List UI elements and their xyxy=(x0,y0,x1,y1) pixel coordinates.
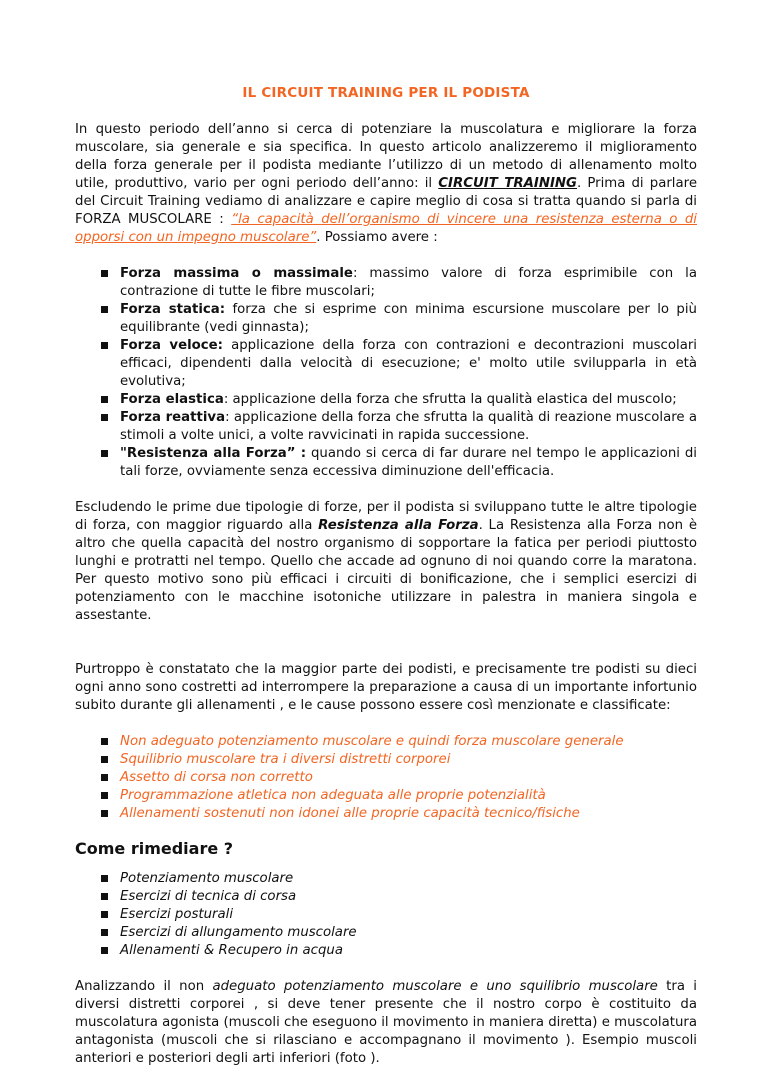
list-item: Forza elastica: applicazione della forza che sfrutta la qualità elastica del muscolo; xyxy=(75,391,697,409)
list-item: Esercizi posturali xyxy=(75,906,697,924)
list-item: Forza veloce: applicazione della forza con contrazioni e decontrazioni muscolari efficaci, dipendenti dalla velocità di esecuzione; e' molto utile svilupparla in età evolutiva; xyxy=(75,337,697,391)
list-item: Squilibrio muscolare tra i diversi distretti corporei xyxy=(75,751,697,769)
force-types-list xyxy=(75,265,697,481)
remedy-heading: Come rimediare ? xyxy=(75,839,234,858)
analysis-paragraph: Analizzando il non adeguato potenziamento muscolare e uno squilibrio muscolare tra i diversi distretti corporei , si deve tener presente che il nostro corpo è costituito da muscolatura agonista (muscoli che eseguono il movimento in maniera diretta) e muscolatura antagonista (muscoli che si rilasciano e accompagnano il movimento ). Esempio muscoli anteriori e posteriori degli arti inferiori (foto ). xyxy=(75,979,697,1066)
list-item: Forza reattiva: applicazione della forza che sfrutta la qualità di reazione muscolare a stimoli a volte unici, a volte ravvicinati in rapida successione. xyxy=(75,409,697,445)
document-body xyxy=(75,84,697,1068)
list-item: Esercizi di tecnica di corsa xyxy=(75,888,697,906)
remedies-list xyxy=(75,870,697,960)
resistance-term: Resistenza alla Forza xyxy=(318,518,479,533)
force-definition-quote: “la capacità dell’organismo di vincere una resistenza esterna o di opporsi con un impegno muscolare” xyxy=(75,212,697,245)
list-item: Forza massima o massimale: massimo valore di forza esprimibile con la contrazione di tutte le fibre muscolari; xyxy=(75,265,697,301)
list-item: Assetto di corsa non corretto xyxy=(75,769,697,787)
list-item: Programmazione atletica non adeguata alle proprie potenzialità xyxy=(75,787,697,805)
list-item: Forza statica: forza che si esprime con minima escursione muscolare per lo più equilibrante (vedi ginnasta); xyxy=(75,301,697,337)
intro-paragraph: In questo periodo dell’anno si cerca di potenziare la muscolatura e migliorare la forza muscolare, sia generale e sia specifica. In questo articolo analizzeremo il miglioramento della forza generale per il podista mediante l’utilizzo di un metodo di allenamento molto utile, produttivo, vario per ogni periodo dell’anno: il CIRCUIT TRAINING. Prima di parlare del Circuit Training vediamo di analizzare e capire meglio di cosa si tratta quando si parla di FORZA MUSCOLARE : “la capacità dell’organismo di vincere una resistenza esterna o di opporsi con un impegno muscolare”. Possiamo avere : xyxy=(75,122,698,245)
page-title: IL CIRCUIT TRAINING PER IL PODISTA xyxy=(242,85,530,101)
resistance-paragraph: Escludendo le prime due tipologie di forze, per il podista si sviluppano tutte le altre tipologie di forza, con maggior riguardo alla Resistenza alla Forza. La Resistenza alla Forza non è altro che quella capacità del nostro organismo di sopportare la fatica per periodi piuttosto lunghi e protratti nel tempo. Quello che accade ad ognuno di noi quando corre la maratona. Per questo motivo sono più efficaci i circuiti di bonificazione, che i semplici esercizi di potenziamento con le macchine isotoniche utilizzare in palestra in maniera singola e assestante. xyxy=(75,500,697,623)
list-item: Non adeguato potenziamento muscolare e quindi forza muscolare generale xyxy=(75,733,697,751)
list-item: Esercizi di allungamento muscolare xyxy=(75,924,697,942)
injury-paragraph: Purtroppo è constatato che la maggior parte dei podisti, e precisamente tre podisti su dieci ogni anno sono costretti ad interrompere la preparazione a causa di un importante infortunio subito durante gli allenamenti , e le cause possono essere così menzionate e classificate: xyxy=(75,662,697,713)
list-item: "Resistenza alla Forza” : quando si cerca di far durare nel tempo le applicazioni di tali forze, ovviamente senza eccessiva diminuzione dell'efficacia. xyxy=(75,445,697,481)
list-item: Allenamenti & Recupero in acqua xyxy=(75,942,697,960)
list-item: Potenziamento muscolare xyxy=(75,870,697,888)
injury-causes-list xyxy=(75,733,697,823)
list-item: Allenamenti sostenuti non idonei alle proprie capacità tecnico/fisiche xyxy=(75,805,697,823)
circuit-training-term: CIRCUIT TRAINING xyxy=(438,176,577,191)
